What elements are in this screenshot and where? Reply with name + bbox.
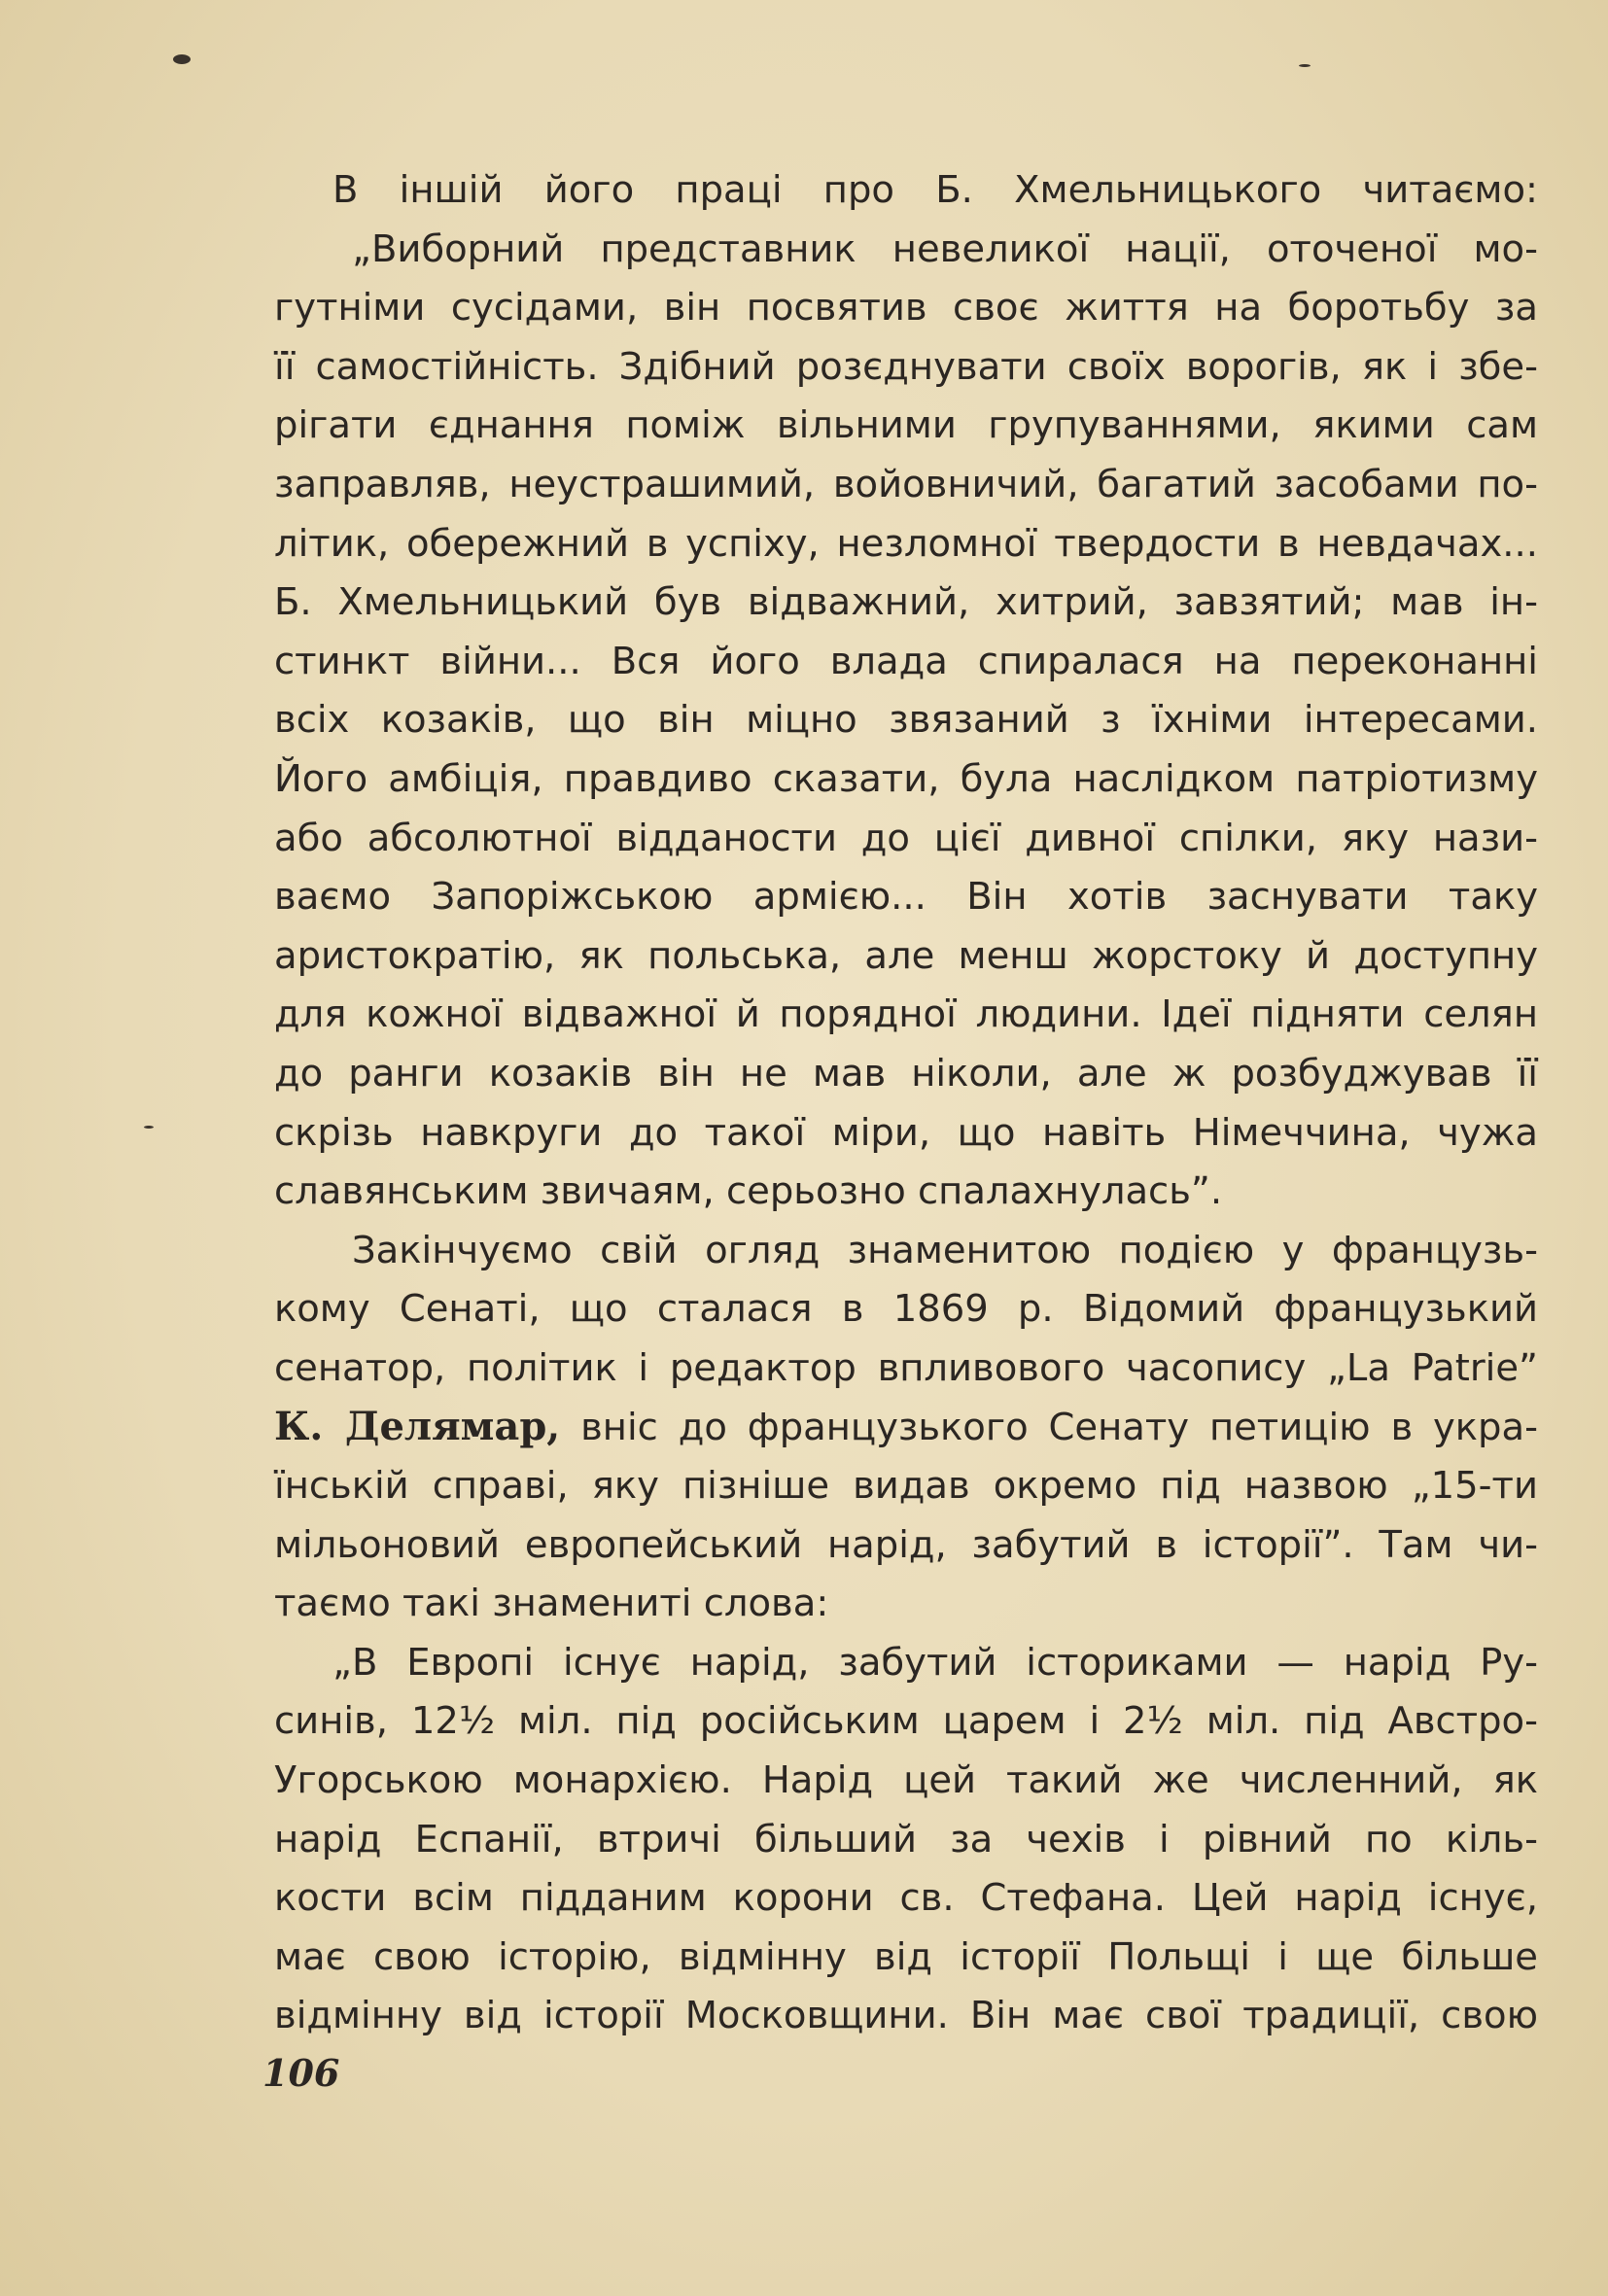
text-line: „В Европі існує нарід, забутий істориками — нарід Ру-	[332, 1640, 1538, 1685]
text-line: їнській справі, яку пізніше видав окремо під назвою „15-ти	[274, 1464, 1538, 1509]
text-line: мільоновий европейський нарід, забутий в історії”. Там чи-	[274, 1522, 1538, 1567]
text-line: гутніми сусідами, він посвятив своє життя на боротьбу за	[274, 286, 1538, 330]
text-line: має свою історію, відмінну від історії Польщі і ще більше	[274, 1934, 1538, 1979]
text-span: вніс до французького Сенату петицію в укра-	[580, 1406, 1538, 1450]
page-number: 106	[262, 2051, 340, 2095]
author-name: К. Делямар,	[274, 1404, 561, 1450]
text-line: всіх козаків, що він міцно звязаний з їхніми інтересами.	[274, 698, 1538, 743]
text-line: кости всім підданим корони св. Стефана. Цей нарід існує,	[274, 1876, 1538, 1921]
text-line: до ранги козаків він не мав ніколи, але ж розбуджував її	[274, 1051, 1538, 1096]
text-line: ваємо Запоріжською армією... Він хотів заснувати таку	[274, 875, 1538, 920]
ink-speck	[1299, 64, 1311, 67]
text-line: скрізь навкруги до такої міри, що навіть Німеччина, чужа	[274, 1110, 1538, 1155]
text-line: Угорською монархією. Нарід цей такий же численний, як	[274, 1758, 1538, 1803]
text-line: Б. Хмельницький був відважний, хитрий, завзятий; мав ін-	[274, 580, 1538, 625]
text-line: літик, обережний в успіху, незломної твердости в невдачах...	[274, 521, 1538, 566]
text-line: для кожної відважної й порядної людини. Ідеї підняти селян	[274, 992, 1538, 1037]
text-line: Закінчуємо свій огляд знаменитою подією у французь-	[352, 1228, 1538, 1272]
text-line: її самостійність. Здібний розєднувати своїх ворогів, як і збе-	[274, 344, 1538, 389]
text-line: заправляв, неустрашимий, войовничий, багатий засобами по-	[274, 462, 1538, 506]
text-line: славянським звичаям, серьозно спалахнулась”.	[274, 1169, 1223, 1214]
text-line: синів, 12½ міл. під російським царем і 2½ міл. під Австро-	[274, 1699, 1538, 1744]
text-line: рігати єднання поміж вільними групуваннями, якими сам	[274, 403, 1538, 448]
text-line: сенатор, політик і редактор впливового часопису „La Patrie”	[274, 1345, 1538, 1390]
text-line	[274, 1398, 1538, 1457]
text-line: або абсолютної відданости до цієї дивної спілки, яку нази-	[274, 816, 1538, 860]
body-text	[274, 161, 1538, 2046]
text-line: нарід Еспанії, втричі більший за чехів і рівний по кіль-	[274, 1817, 1538, 1861]
text-line: В іншій його праці про Б. Хмельницького читаємо:	[332, 168, 1538, 212]
text-line: таємо такі знамениті слова:	[274, 1582, 829, 1626]
text-line: Його амбіція, правдиво сказати, була наслідком патріотизму	[274, 756, 1538, 801]
text-line: стинкт війни... Вся його влада спиралася на переконанні	[274, 639, 1538, 683]
ink-speck	[173, 54, 191, 64]
text-line: „Виборний представник невеликої нації, оточеної мо-	[352, 226, 1538, 271]
text-line: аристократію, як польська, але менш жорстоку й доступну	[274, 933, 1538, 978]
text-line: кому Сенаті, що сталася в 1869 р. Відомий французький	[274, 1287, 1538, 1332]
ink-speck	[144, 1126, 154, 1129]
text-line: відмінну від історії Московщини. Він має свої традиції, свою	[274, 1994, 1538, 2038]
